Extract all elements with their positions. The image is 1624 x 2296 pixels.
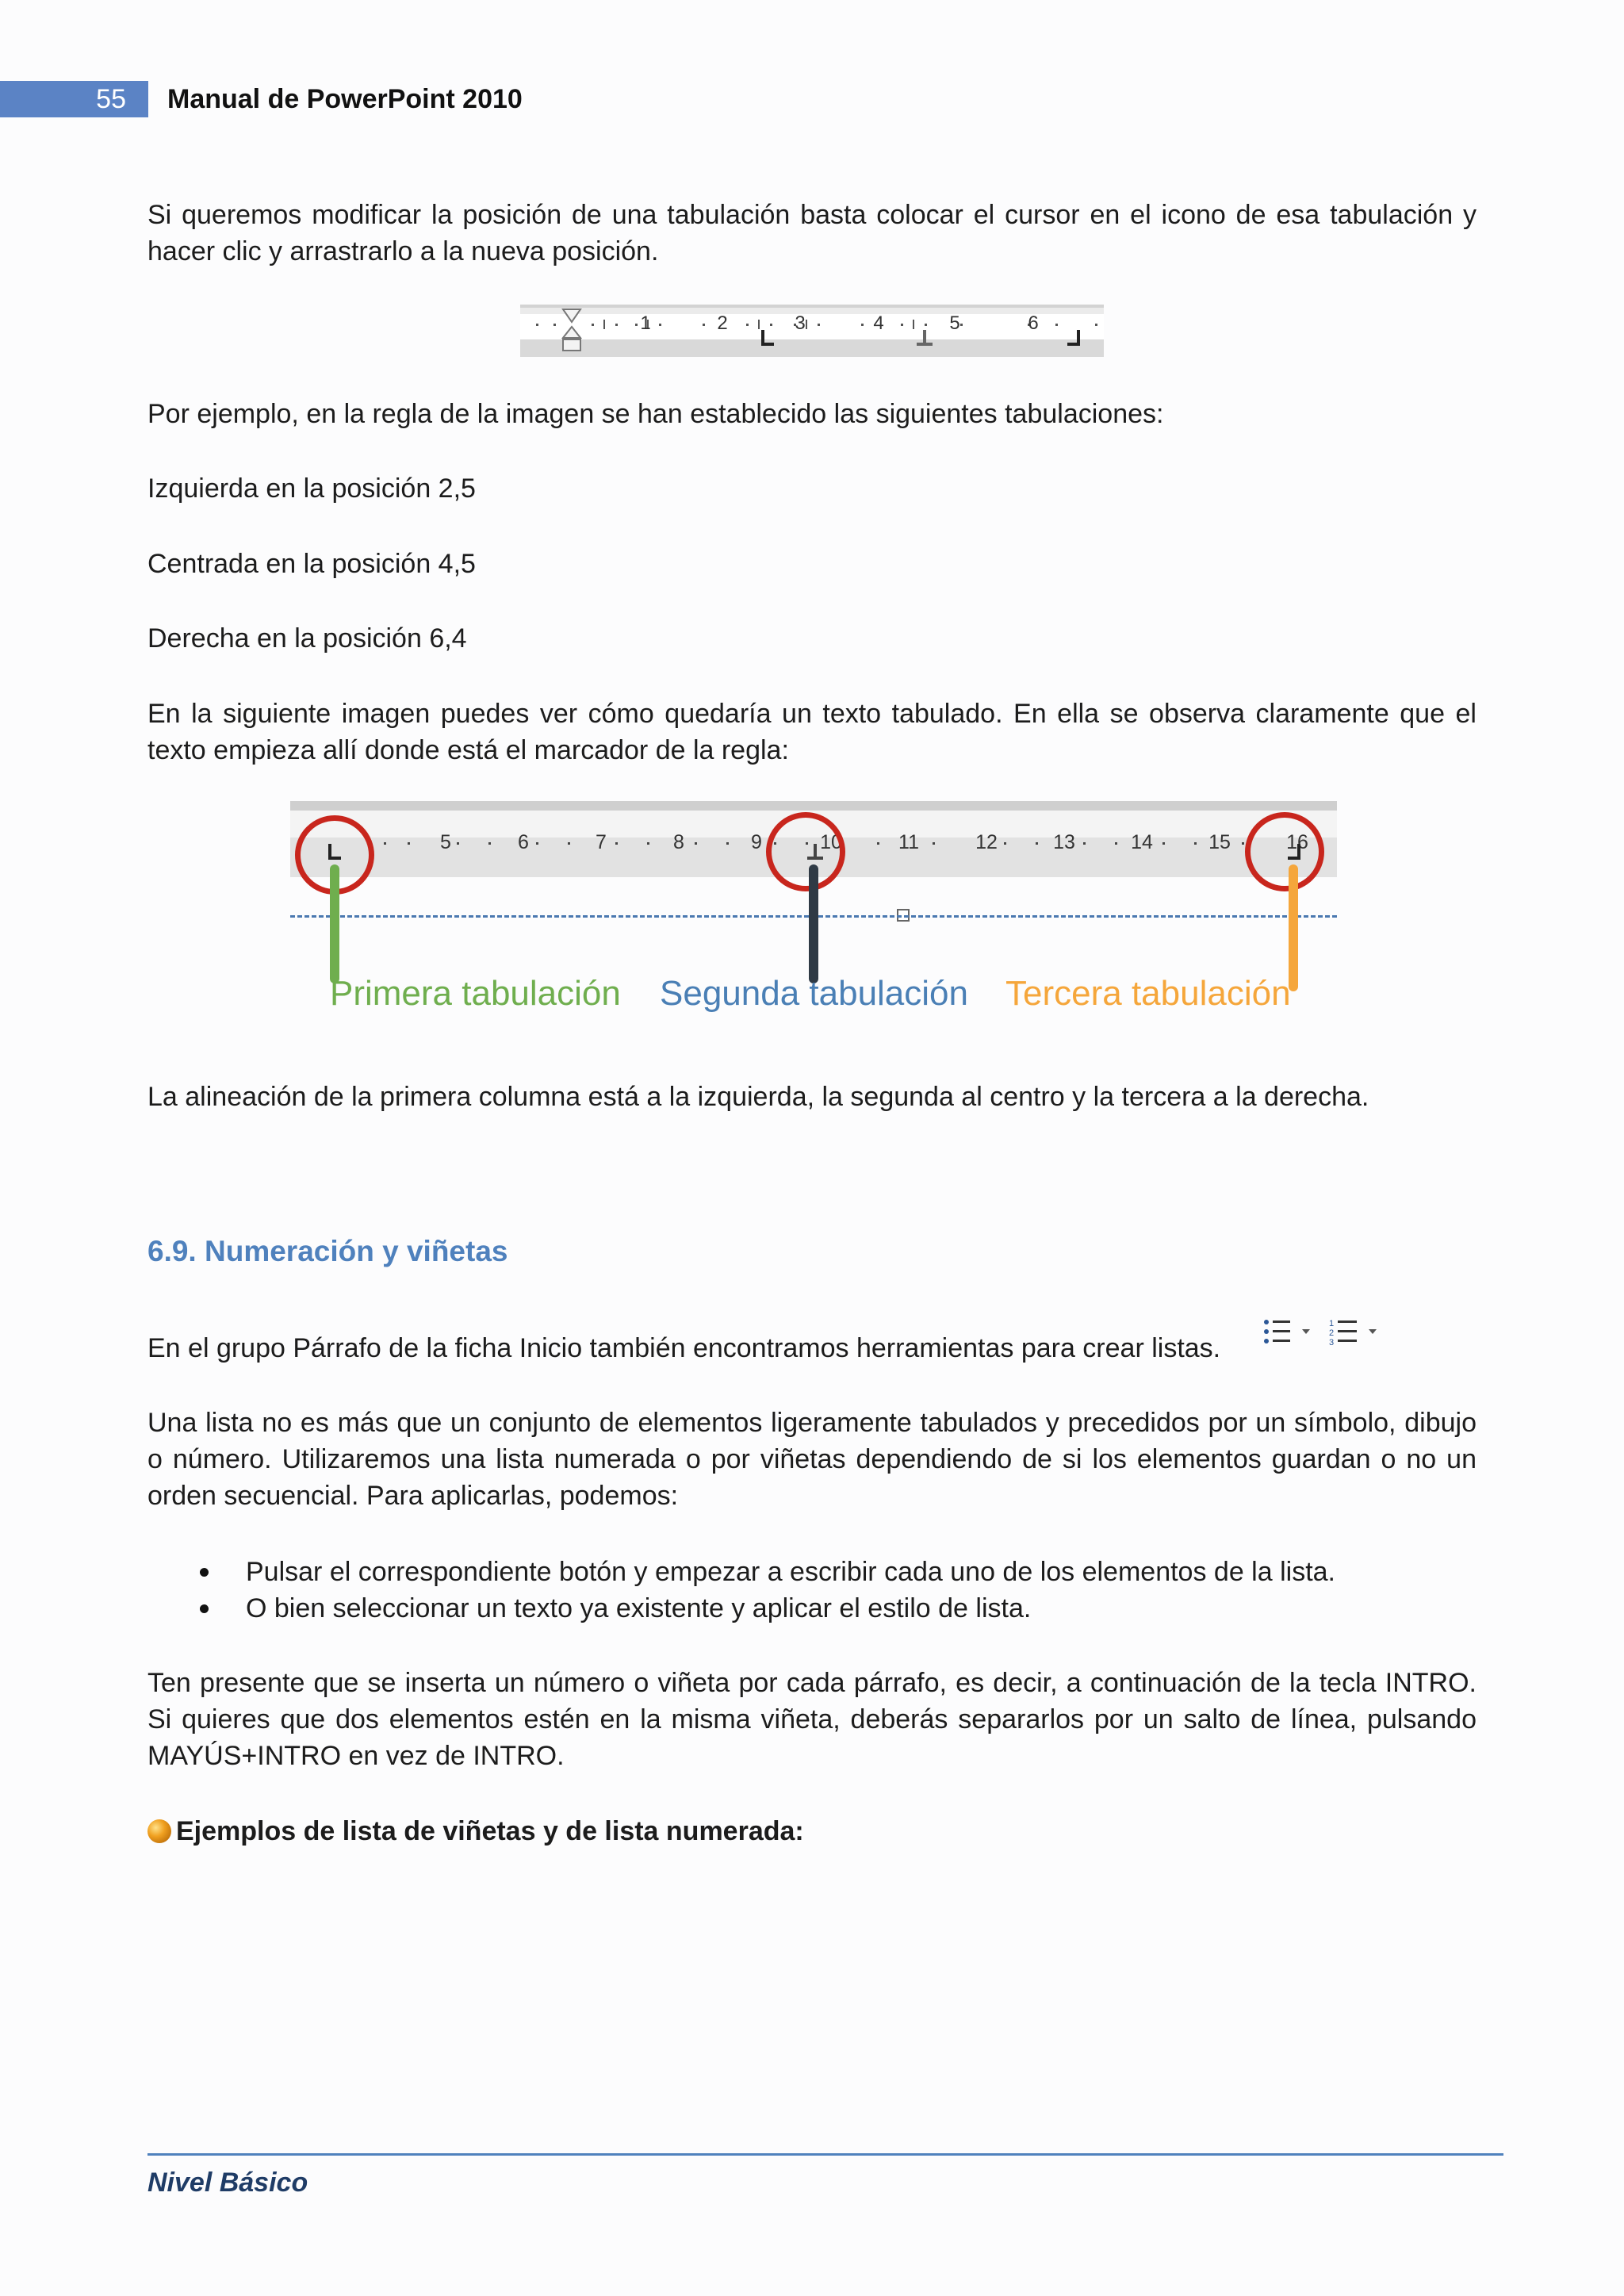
ruler-white-band bbox=[520, 314, 1104, 339]
ruler-number: 3 bbox=[795, 312, 806, 334]
numbering-icon[interactable] bbox=[1329, 1317, 1389, 1348]
first-tab-bar bbox=[330, 864, 339, 983]
ruler-number: 4 bbox=[873, 312, 884, 334]
ruler-number: 7 bbox=[596, 831, 607, 853]
svg-text:2: 2 bbox=[1329, 1328, 1335, 1338]
bullets-icon[interactable] bbox=[1262, 1317, 1318, 1348]
list-item: O bien seleccionar un texto ya existente y aplicar el estilo de lista. bbox=[147, 1590, 1477, 1627]
ruler-number: 5 bbox=[440, 831, 451, 853]
ruler-number: 5 bbox=[949, 312, 960, 334]
highlight-circle-second bbox=[766, 812, 845, 891]
first-tab-label: Primera tabulación bbox=[330, 974, 621, 1013]
section-heading: 6.9. Numeración y viñetas bbox=[147, 1235, 508, 1267]
ruler-number: 6 bbox=[1028, 312, 1039, 334]
list-buttons bbox=[1262, 1317, 1389, 1348]
paragraph-right-tab: Derecha en la posición 6,4 bbox=[147, 623, 467, 654]
bullet-list bbox=[147, 1554, 1477, 1627]
ruler-number: 12 bbox=[975, 831, 998, 853]
paragraph-paragraph-group: En el grupo Párrafo de la ficha Inicio también encontramos herramientas para crear listas. bbox=[147, 1333, 1221, 1363]
second-tab-bar bbox=[809, 864, 818, 983]
ruler-number: 6 bbox=[518, 831, 529, 853]
paragraph-example-intro: Por ejemplo, en la regla de la imagen se han establecido las siguientes tabulaciones: bbox=[147, 399, 1164, 429]
tabbed-ruler-figure bbox=[290, 801, 1337, 1039]
ruler-lower-band bbox=[520, 339, 1104, 357]
examples-heading-text: Ejemplos de lista de viñetas y de lista numerada: bbox=[176, 1816, 804, 1846]
ruler-number: 11 bbox=[898, 831, 919, 853]
paragraph-list-definition: Una lista no es más que un conjunto de elementos ligeramente tabulados y precedidos por un símbolo, dibujo o número. Utilizaremos una lista numerada o por viñetas dependiendo de si los elementos guardan o no un orden secuencial. Para aplicarlas, podemos: bbox=[147, 1408, 1477, 1511]
examples-heading bbox=[147, 1813, 804, 1849]
footer-level: Nivel Básico bbox=[147, 2168, 308, 2198]
list-item: Pulsar el correspondiente botón y empezar a escribir cada uno de los elementos de la lista. bbox=[147, 1554, 1477, 1590]
paragraph-move-tab: Si queremos modificar la posición de una tabulación basta colocar el cursor en el icono de esa tabulación y hacer clic y arrastrarlo a la nueva posición. bbox=[147, 200, 1477, 266]
page-number: 55 bbox=[0, 81, 148, 117]
right-tab-icon[interactable] bbox=[1064, 328, 1082, 347]
header-title: Manual de PowerPoint 2010 bbox=[167, 84, 523, 114]
third-tab-bar bbox=[1289, 864, 1298, 991]
svg-text:3: 3 bbox=[1329, 1338, 1335, 1347]
ruler-number: 10 bbox=[820, 831, 842, 853]
svg-text:1: 1 bbox=[1329, 1319, 1335, 1328]
ruler-number: 13 bbox=[1053, 831, 1075, 853]
paragraph-center-tab: Centrada en la posición 4,5 bbox=[147, 549, 476, 579]
orb-bullet-icon bbox=[147, 1819, 171, 1843]
paragraph-left-tab: Izquierda en la posición 2,5 bbox=[147, 473, 476, 504]
ruler-image bbox=[520, 305, 1104, 357]
paragraph-intro-key: Ten presente que se inserta un número o viñeta por cada párrafo, es decir, a continuación de la tecla INTRO. Si quieres que dos elementos estén en la misma viñeta, deberás separarlos por un salto de línea, pulsando MAYÚS+INTRO en vez de INTRO. bbox=[147, 1668, 1477, 1771]
highlight-circle-third bbox=[1245, 812, 1324, 891]
paragraph-tabbed-text: En la siguiente imagen puedes ver cómo quedaría un texto tabulado. En ella se observa claramente que el texto empieza allí donde está el marcador de la regla: bbox=[147, 699, 1477, 765]
ruler-number: 14 bbox=[1131, 831, 1153, 853]
paragraph-alignment: La alineación de la primera columna está a la izquierda, la segunda al centro y la tercera a la derecha. bbox=[147, 1082, 1369, 1112]
footer-rule bbox=[147, 2153, 1503, 2156]
third-tab-label: Tercera tabulación bbox=[1005, 974, 1291, 1013]
ruler-number: 1 bbox=[640, 312, 651, 334]
ruler-number: 2 bbox=[717, 312, 728, 334]
ruler-number: 9 bbox=[751, 831, 762, 853]
ruler-number: 16 bbox=[1286, 831, 1308, 853]
left-tab-icon[interactable] bbox=[760, 328, 777, 347]
ruler-number: 8 bbox=[673, 831, 684, 853]
second-tab-label: Segunda tabulación bbox=[660, 974, 968, 1013]
indent-marker-icon[interactable] bbox=[561, 308, 582, 354]
ruler-number: 15 bbox=[1208, 831, 1231, 853]
center-tab-icon[interactable] bbox=[915, 328, 934, 347]
